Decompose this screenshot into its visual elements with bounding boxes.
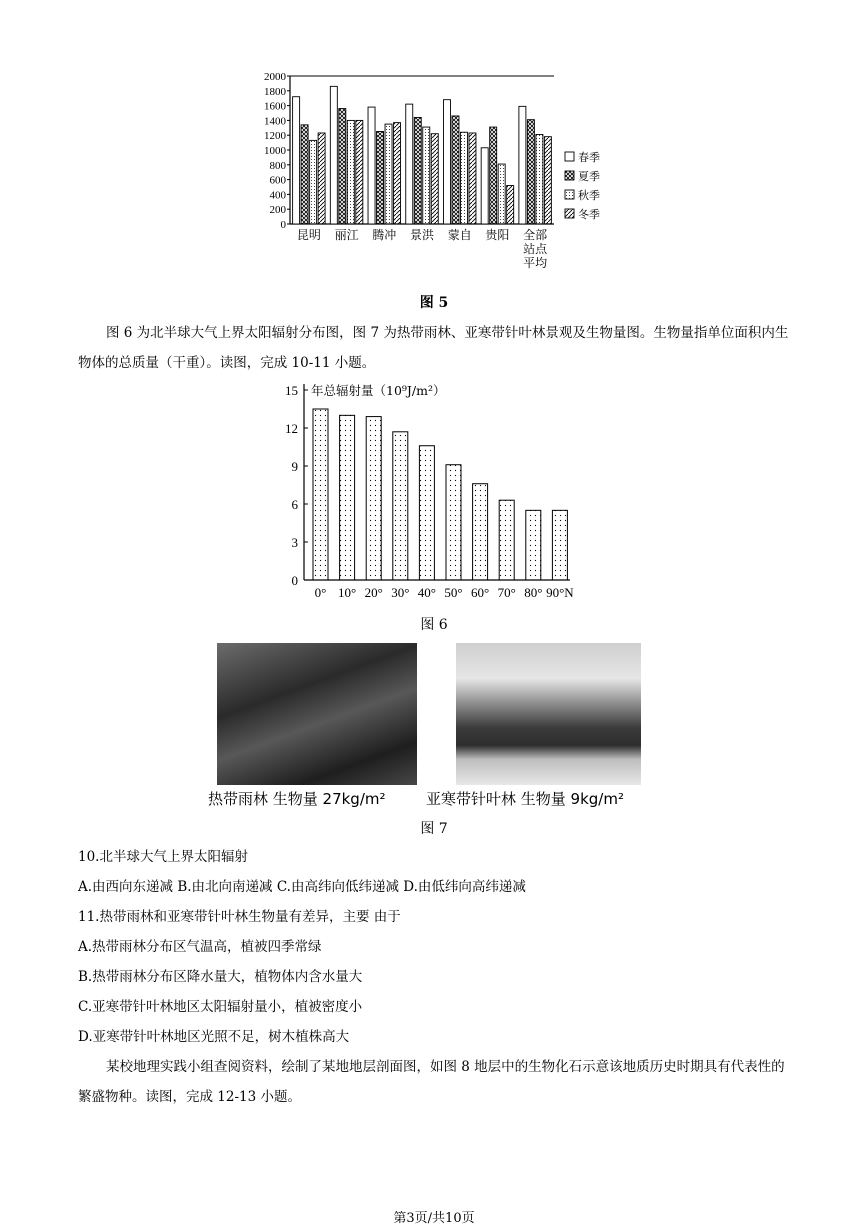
y-tick-label: 6 bbox=[291, 497, 298, 512]
legend-label: 秋季 bbox=[578, 189, 600, 202]
bar-冬季 bbox=[394, 123, 401, 224]
bar-60° bbox=[473, 484, 488, 580]
x-tick-label: 10° bbox=[337, 585, 357, 600]
y-tick-label: 1400 bbox=[264, 115, 286, 128]
question-11-option-b: B.热带雨林分布区降水量大，植物体内含水量大 bbox=[78, 969, 363, 985]
x-category-label: 昆明 bbox=[296, 228, 321, 242]
x-tick-label: 70° bbox=[497, 585, 516, 600]
legend-label: 冬季 bbox=[578, 208, 600, 221]
tropical-rainforest-photo bbox=[217, 643, 417, 785]
intro-paragraph: 图 6 为北半球大气上界太阳辐射分布图，图 7 为热带雨林、亚寒带针叶林景观及生物量图。生物量指单位面积内生物体的总质量（干重）。读图，完成 10-11 小题。 bbox=[78, 325, 789, 371]
bar-秋季 bbox=[460, 132, 467, 224]
bar-秋季 bbox=[347, 120, 354, 224]
y-tick-label: 800 bbox=[269, 159, 286, 172]
bar-10° bbox=[340, 415, 355, 580]
y-tick-label: 3 bbox=[291, 535, 298, 550]
question-11-option-a: A.热带雨林分布区气温高，植被四季常绿 bbox=[78, 939, 322, 955]
figure-7-caption: 图 7 bbox=[420, 821, 448, 837]
figure-5-chart bbox=[256, 62, 616, 287]
bar-冬季 bbox=[318, 133, 325, 224]
x-tick-label: 50° bbox=[444, 585, 463, 600]
bar-春季 bbox=[406, 104, 413, 224]
y-tick-label: 0 bbox=[280, 219, 286, 231]
bar-夏季 bbox=[377, 132, 384, 225]
bar-夏季 bbox=[490, 127, 497, 224]
bar-冬季 bbox=[544, 137, 551, 224]
bar-冬季 bbox=[431, 134, 438, 224]
question-11-stem: 11.热带雨林和亚寒带针叶林生物量有差异，主要 由于 bbox=[78, 909, 401, 925]
y-tick-label: 0 bbox=[291, 573, 298, 588]
bar-30° bbox=[393, 432, 408, 580]
question-11-option-d: D.亚寒带针叶林地区光照不足，树木植株高大 bbox=[78, 1029, 350, 1045]
legend-swatch bbox=[565, 190, 574, 199]
x-category-label: 全部 bbox=[523, 228, 548, 242]
rainforest-biomass-label: 热带雨林 生物量 27kg/m² bbox=[208, 790, 386, 808]
question-11-option-c: C.亚寒带针叶林地区太阳辐射量小，植被密度小 bbox=[78, 999, 363, 1015]
x-category-label: 丽江 bbox=[334, 228, 359, 242]
y-tick-label: 400 bbox=[269, 189, 286, 202]
y-axis-label: 年总辐射量（10⁹J/m²） bbox=[311, 383, 446, 398]
bar-夏季 bbox=[527, 120, 534, 224]
bar-秋季 bbox=[385, 124, 392, 224]
figure-6-caption: 图 6 bbox=[420, 617, 448, 633]
bar-秋季 bbox=[423, 127, 430, 224]
bar-春季 bbox=[368, 107, 375, 224]
x-tick-label: 0° bbox=[314, 585, 327, 600]
bar-春季 bbox=[330, 86, 337, 224]
bar-夏季 bbox=[452, 116, 459, 224]
bar-50° bbox=[446, 465, 461, 580]
bar-秋季 bbox=[498, 164, 505, 224]
bar-夏季 bbox=[301, 125, 308, 224]
question-10-stem: 10.北半球大气上界太阳辐射 bbox=[78, 849, 248, 865]
question-10-options: A.由西向东递减 B.由北向南递减 C.由高纬向低纬递减 D.由低纬向高纬递减 bbox=[78, 879, 526, 895]
x-category-label: 腾冲 bbox=[372, 228, 397, 242]
bar-春季 bbox=[519, 106, 526, 224]
legend-swatch bbox=[565, 152, 574, 161]
x-category-label: 景洪 bbox=[409, 228, 435, 242]
x-category-label: 贵阳 bbox=[485, 228, 510, 242]
legend-swatch bbox=[565, 209, 574, 218]
bar-夏季 bbox=[339, 109, 346, 224]
y-tick-label: 200 bbox=[269, 204, 286, 217]
page-footer: 第3页/共10页 bbox=[393, 1211, 475, 1226]
figure-6-chart bbox=[278, 378, 590, 606]
x-category-label: 平均 bbox=[523, 256, 548, 270]
y-tick-label: 15 bbox=[285, 383, 298, 398]
x-tick-label: 20° bbox=[364, 585, 383, 600]
outro-paragraph: 某校地理实践小组查阅资料，绘制了某地地层剖面图，如图 8 地层中的生物化石示意该地质历史时期具有代表性的繁盛物种。读图，完成 12-13 小题。 bbox=[78, 1059, 785, 1105]
bar-20° bbox=[366, 417, 381, 580]
y-tick-label: 9 bbox=[291, 459, 298, 474]
y-tick-label: 1000 bbox=[264, 145, 286, 157]
x-category-label: 站点 bbox=[523, 242, 548, 256]
legend-label: 夏季 bbox=[578, 170, 600, 183]
bar-80° bbox=[526, 510, 541, 580]
y-tick-label: 12 bbox=[285, 421, 298, 436]
x-tick-label: 30° bbox=[391, 585, 410, 600]
bar-秋季 bbox=[310, 140, 317, 224]
boreal-coniferous-forest-photo bbox=[456, 643, 641, 785]
y-tick-label: 1600 bbox=[264, 100, 286, 113]
x-tick-label: 80° bbox=[524, 585, 543, 600]
bar-70° bbox=[499, 500, 514, 580]
bar-冬季 bbox=[507, 186, 514, 224]
bar-冬季 bbox=[356, 120, 363, 224]
bar-春季 bbox=[443, 100, 450, 224]
bar-春季 bbox=[481, 148, 488, 224]
y-tick-label: 1800 bbox=[264, 85, 286, 98]
figure-5-caption: 图 5 bbox=[419, 295, 449, 311]
legend-label: 春季 bbox=[578, 151, 600, 164]
y-tick-label: 1200 bbox=[264, 130, 286, 143]
x-category-label: 蒙自 bbox=[447, 228, 472, 242]
x-tick-label: 60° bbox=[470, 585, 490, 600]
bar-春季 bbox=[293, 97, 300, 224]
bar-夏季 bbox=[414, 117, 421, 224]
bar-90°N bbox=[552, 510, 567, 580]
coniferous-biomass-label: 亚寒带针叶林 生物量 9kg/m² bbox=[426, 790, 624, 808]
x-tick-label: 40° bbox=[417, 585, 437, 600]
legend-swatch bbox=[565, 171, 574, 180]
y-tick-label: 600 bbox=[269, 174, 286, 187]
bar-冬季 bbox=[469, 133, 476, 224]
bar-0° bbox=[313, 409, 328, 580]
bar-秋季 bbox=[536, 134, 543, 224]
bar-40° bbox=[419, 446, 434, 580]
y-tick-label: 2000 bbox=[264, 71, 286, 83]
x-tick-label: 90°N bbox=[546, 585, 574, 600]
